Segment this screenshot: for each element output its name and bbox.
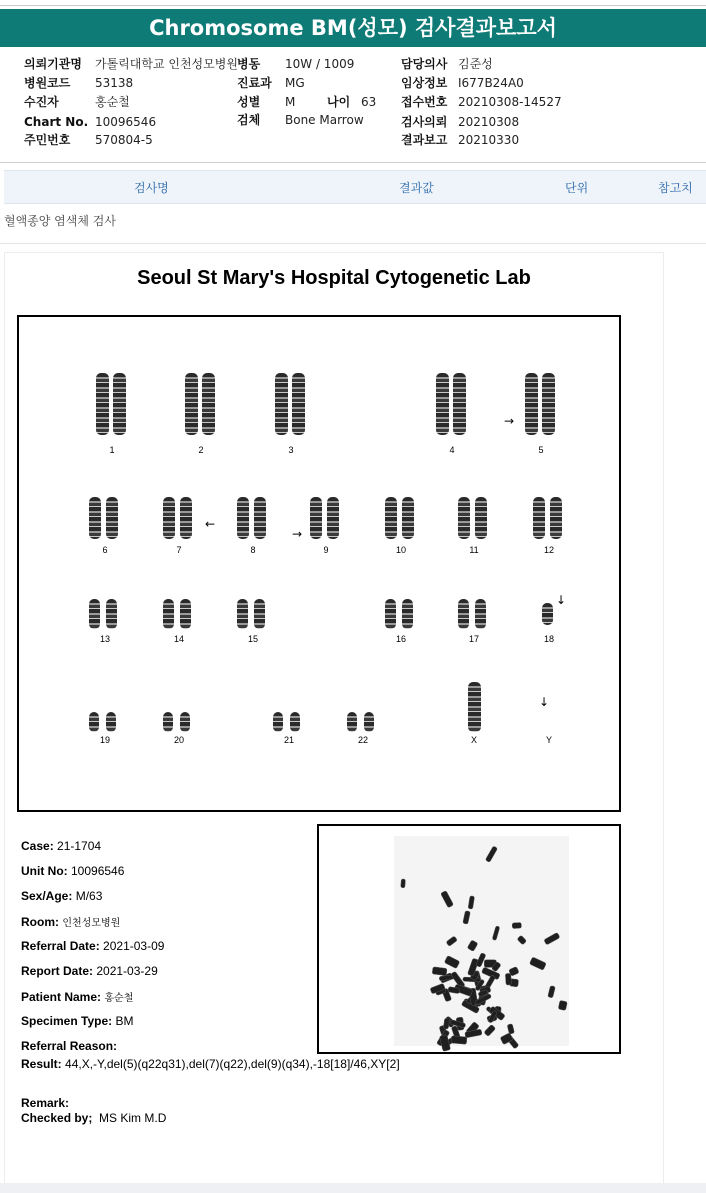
chromosome bbox=[254, 497, 266, 539]
chromosome bbox=[163, 497, 175, 539]
chromosome-label-10: 10 bbox=[395, 545, 406, 555]
chromosome bbox=[458, 497, 470, 539]
receipt-label: 접수번호 bbox=[401, 95, 448, 109]
sex-label: 성별 bbox=[237, 95, 261, 109]
chromosome-label-y: Y bbox=[545, 735, 552, 745]
receipt-value: 20210308-14527 bbox=[458, 95, 562, 109]
chromosome-label-21: 21 bbox=[283, 735, 294, 745]
hospital-code-label: 병원코드 bbox=[24, 76, 71, 90]
chromosome-label-20: 20 bbox=[173, 735, 184, 745]
checked-label: Checked by; bbox=[21, 1111, 93, 1125]
chromosome bbox=[402, 599, 413, 629]
chromosome bbox=[202, 373, 215, 435]
lab-title: Seoul St Mary's Hospital Cytogenetic Lab bbox=[137, 267, 531, 289]
case-label: Case: bbox=[21, 839, 54, 853]
chromosome bbox=[89, 497, 101, 539]
sex-value: M bbox=[285, 95, 296, 109]
clinical-value: I677B24A0 bbox=[458, 76, 524, 90]
chromosome-label-9: 9 bbox=[323, 545, 329, 555]
chart-label: Chart No. bbox=[24, 115, 89, 129]
metaphase-chromosome bbox=[512, 922, 521, 928]
chromosome bbox=[468, 682, 481, 732]
col-reference[interactable]: 참고치 bbox=[658, 181, 693, 195]
karyogram bbox=[17, 315, 621, 812]
chromosome bbox=[237, 497, 249, 539]
dept-value: MG bbox=[285, 76, 305, 90]
metaphase-chromosome bbox=[401, 879, 406, 888]
sexage-value: M/63 bbox=[75, 889, 103, 903]
patient-name-value: 홍순철 bbox=[104, 993, 134, 1004]
col-test-name[interactable]: 검사명 bbox=[134, 181, 169, 195]
institution-label: 의뢰기관명 bbox=[24, 57, 82, 71]
report-date-label: Report Date: bbox=[21, 964, 94, 978]
divider bbox=[0, 162, 706, 163]
chromosome-label-11: 11 bbox=[469, 545, 479, 555]
age-label: 나이 bbox=[327, 95, 351, 109]
arrow-chr18-icon: ↓ bbox=[556, 593, 567, 607]
chromosome bbox=[533, 497, 545, 539]
chromosome bbox=[542, 373, 555, 435]
chromosome bbox=[310, 497, 322, 539]
chromosome-label-19: 19 bbox=[99, 735, 110, 745]
remark-label: Remark: bbox=[21, 1096, 70, 1110]
chromosome bbox=[106, 497, 118, 539]
chromosome bbox=[402, 497, 414, 539]
divider bbox=[0, 243, 706, 244]
chromosome bbox=[106, 712, 116, 732]
test-name: 혈액종양 염색체 검사 bbox=[4, 214, 116, 228]
room-row bbox=[21, 914, 120, 929]
rrn-value: 570804-5 bbox=[95, 133, 153, 147]
dept-label: 진료과 bbox=[237, 76, 272, 90]
chromosome-label-3: 3 bbox=[288, 445, 294, 455]
chromosome-label-22: 22 bbox=[357, 735, 368, 745]
room-label: Room: bbox=[21, 915, 59, 929]
chart-value: 10096546 bbox=[95, 115, 157, 129]
unit-value: 10096546 bbox=[71, 864, 125, 878]
remark-row bbox=[21, 1096, 69, 1110]
institution-value: 가톨릭대학교 인천성모병원 bbox=[95, 57, 238, 71]
metaphase-chromosome bbox=[451, 1036, 467, 1045]
patient-value: 홍순철 bbox=[95, 95, 130, 109]
patient-name-label: Patient Name: bbox=[21, 990, 102, 1004]
bottom-scroll-area bbox=[0, 1183, 706, 1193]
chromosome bbox=[180, 599, 191, 629]
top-border bbox=[0, 5, 706, 6]
sexage-label: Sex/Age: bbox=[21, 889, 73, 903]
chromosome-label-17: 17 bbox=[468, 634, 479, 644]
specimen-label: 검체 bbox=[237, 113, 261, 127]
col-result[interactable]: 결과값 bbox=[399, 181, 434, 195]
chromosome bbox=[275, 373, 288, 435]
chromosome-label-13: 13 bbox=[99, 634, 110, 644]
result-label: Result: bbox=[21, 1057, 62, 1071]
col-unit[interactable]: 단위 bbox=[565, 181, 589, 195]
specimen-type-row bbox=[21, 1014, 133, 1028]
chromosome bbox=[347, 712, 357, 732]
chromosome bbox=[106, 599, 117, 629]
referral-reason-row bbox=[21, 1039, 117, 1053]
result-row bbox=[21, 1057, 400, 1071]
chromosome bbox=[475, 599, 486, 629]
patient-label: 수진자 bbox=[24, 95, 59, 109]
specimen-type-value: BM bbox=[115, 1014, 134, 1028]
checked-row bbox=[21, 1111, 166, 1125]
chromosome-label-18: 18 bbox=[543, 634, 554, 644]
chromosome-label-16: 16 bbox=[395, 634, 406, 644]
referral-reason-label: Referral Reason: bbox=[21, 1039, 118, 1053]
chromosome bbox=[89, 712, 99, 732]
report-date-row bbox=[21, 964, 158, 978]
unit-row bbox=[21, 864, 124, 878]
metaphase-image bbox=[317, 824, 621, 1054]
chromosome-label-6: 6 bbox=[102, 545, 108, 555]
chromosome bbox=[89, 599, 100, 629]
chromosome bbox=[180, 497, 192, 539]
doctor-label: 담당의사 bbox=[401, 57, 448, 71]
chromosome bbox=[254, 599, 265, 629]
chromosome bbox=[453, 373, 466, 435]
chromosome bbox=[237, 599, 248, 629]
chromosome-label-x: X bbox=[470, 735, 477, 745]
chromosome bbox=[475, 497, 487, 539]
result-value: 44,X,-Y,del(5)(q22q31),del(7)(q22),del(9)(q34),-18[18]/46,XY[2] bbox=[65, 1057, 400, 1071]
chromosome bbox=[96, 373, 109, 435]
chromosome bbox=[550, 497, 562, 539]
chromosome-label-2: 2 bbox=[198, 445, 204, 455]
unit-label: Unit No: bbox=[21, 864, 68, 878]
clinical-label: 임상정보 bbox=[401, 76, 448, 90]
chromosome bbox=[113, 373, 126, 435]
metaphase-spread bbox=[319, 826, 619, 1052]
chromosome bbox=[436, 373, 449, 435]
patient-name-row bbox=[21, 989, 133, 1004]
report-title: Chromosome BM(성모) 검사결과보고서 bbox=[0, 9, 706, 47]
doctor-value: 김준성 bbox=[458, 57, 493, 71]
chromosome-label-4: 4 bbox=[449, 445, 455, 455]
referral-date-value: 2021-03-09 bbox=[103, 939, 165, 953]
chromosome bbox=[385, 599, 396, 629]
chromosome bbox=[458, 599, 469, 629]
arrow-chry-icon: ↓ bbox=[539, 695, 550, 709]
report-date-label: 결과보고 bbox=[401, 133, 448, 147]
chromosome bbox=[185, 373, 198, 435]
rrn-label: 주민번호 bbox=[24, 133, 71, 147]
chromosome-label-1: 1 bbox=[109, 445, 115, 455]
specimen-value: Bone Marrow bbox=[285, 113, 364, 127]
room-value: 인천성모병원 bbox=[62, 918, 121, 929]
chromosome bbox=[385, 497, 397, 539]
chromosome bbox=[163, 599, 174, 629]
chromosome bbox=[364, 712, 374, 732]
arrow-chr5-icon: → bbox=[504, 414, 515, 428]
metaphase-chromosome bbox=[432, 967, 447, 976]
case-value: 21-1704 bbox=[57, 839, 102, 853]
chromosome bbox=[290, 712, 300, 732]
result-table-header bbox=[4, 170, 706, 204]
chromosome bbox=[163, 712, 173, 732]
chromosome-label-12: 12 bbox=[543, 545, 554, 555]
chromosome-label-7: 7 bbox=[176, 545, 182, 555]
report-date-value: 2021-03-29 bbox=[96, 964, 158, 978]
report-date-value: 20210330 bbox=[458, 133, 520, 147]
request-label: 검사의뢰 bbox=[401, 115, 448, 129]
chromosome-label-14: 14 bbox=[173, 634, 184, 644]
age-value: 63 bbox=[361, 95, 377, 109]
chromosome bbox=[525, 373, 538, 435]
ward-label: 병동 bbox=[237, 57, 261, 71]
referral-date-label: Referral Date: bbox=[21, 939, 100, 953]
checked-value: MS Kim M.D bbox=[99, 1111, 167, 1125]
arrow-chr7-icon: ← bbox=[205, 517, 216, 531]
metaphase-chromosome bbox=[505, 973, 511, 985]
chromosome-label-8: 8 bbox=[250, 545, 256, 555]
metaphase-chromosome bbox=[558, 1000, 567, 1010]
cytogenetic-report-image bbox=[4, 252, 664, 1185]
chromosome bbox=[273, 712, 283, 732]
request-value: 20210308 bbox=[458, 115, 520, 129]
specimen-type-label: Specimen Type: bbox=[21, 1014, 113, 1028]
case-row bbox=[21, 839, 101, 853]
chromosome-label-15: 15 bbox=[247, 634, 258, 644]
ward-value: 10W / 1009 bbox=[285, 57, 355, 71]
referral-date-row bbox=[21, 939, 164, 953]
hospital-code-value: 53138 bbox=[95, 76, 134, 90]
chromosome bbox=[542, 603, 553, 625]
chromosome bbox=[180, 712, 190, 732]
chromosome bbox=[327, 497, 339, 539]
patient-info-block bbox=[0, 55, 706, 155]
chromosome-label-5: 5 bbox=[538, 445, 544, 455]
sexage-row bbox=[21, 889, 102, 903]
chromosome bbox=[292, 373, 305, 435]
arrow-chr9-icon: → bbox=[292, 527, 303, 541]
